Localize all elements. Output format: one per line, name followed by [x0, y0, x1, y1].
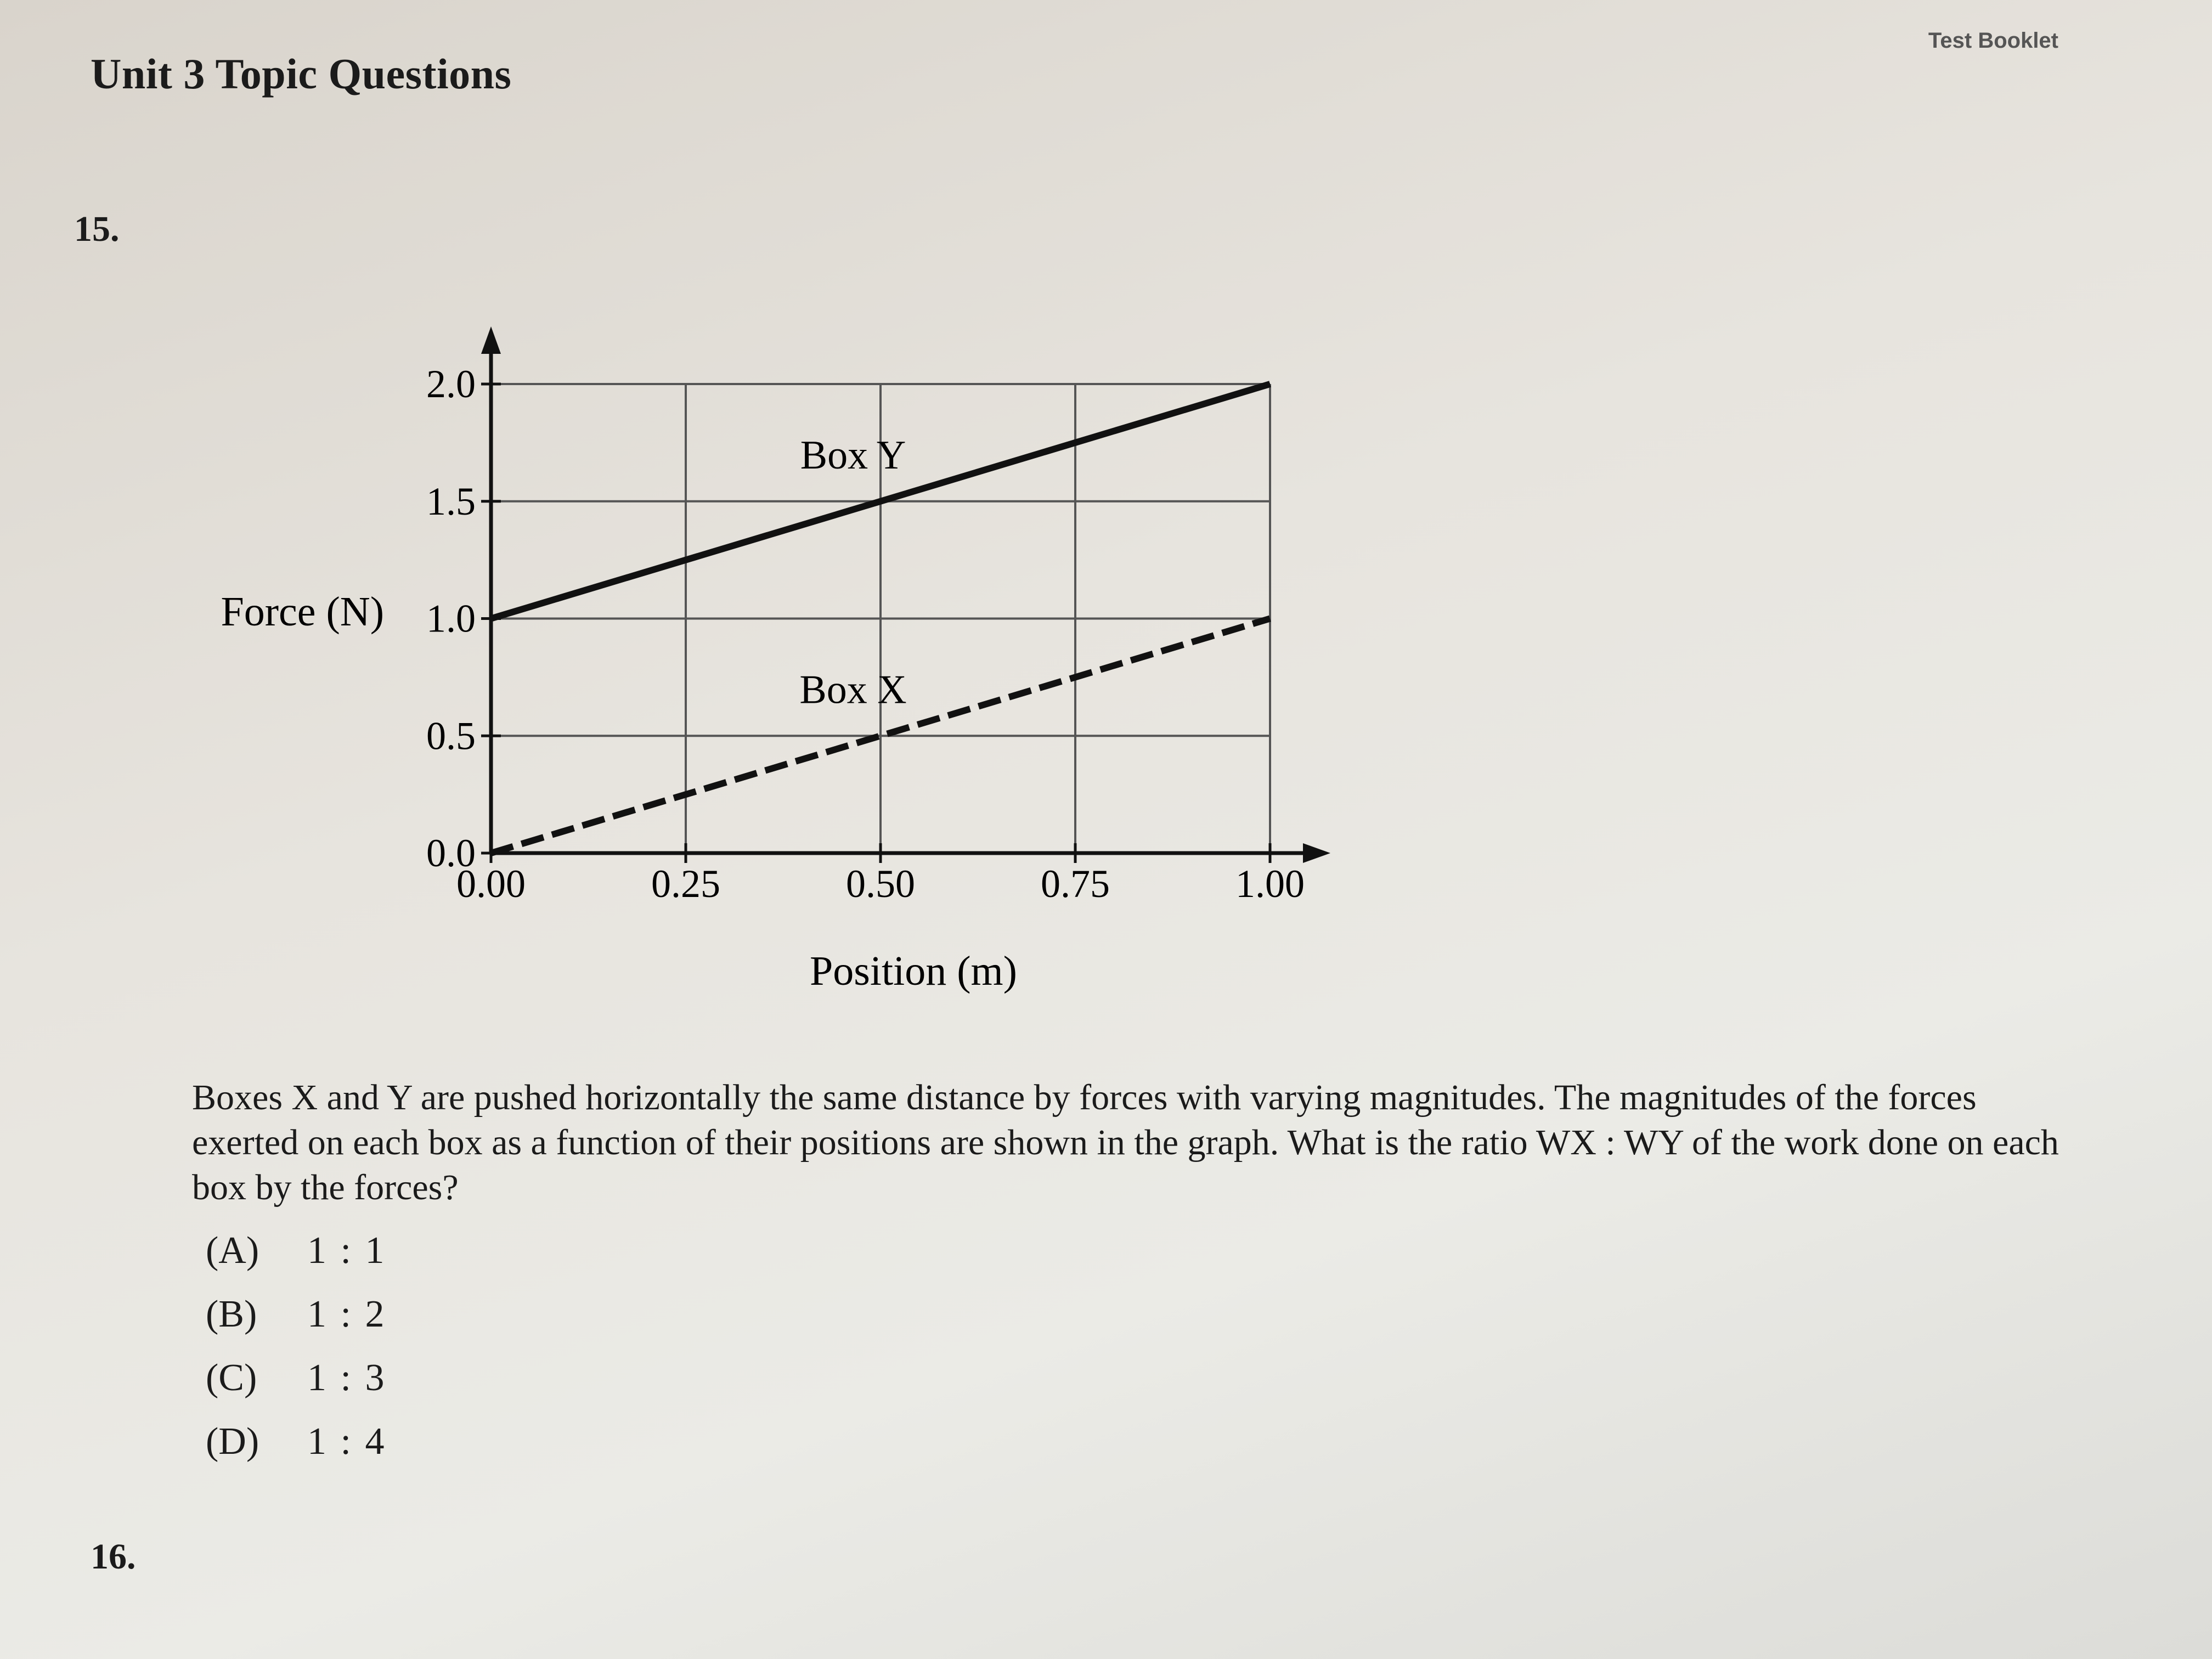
x-tick-label: 1.00 — [1235, 862, 1305, 906]
choice-b[interactable] — [206, 1293, 386, 1356]
series-label: Box X — [799, 667, 907, 713]
question-stem: Boxes X and Y are pushed horizontally the same distance by forces with varying magnitudes. The magnitudes of the forces exerted on each box as a function of their positions are shown in the graph. What is the ratio WX : WY of the work done on each box by the forces? — [192, 1077, 2059, 1207]
x-axis-label: Position (m) — [810, 948, 1017, 994]
y-tick-label: 0.5 — [426, 714, 476, 758]
choice-d[interactable] — [206, 1420, 386, 1483]
choice-c[interactable] — [206, 1356, 386, 1420]
x-tick-label: 0.00 — [456, 862, 526, 906]
choice-text: 1 : 2 — [307, 1293, 387, 1335]
series-label: Box Y — [800, 432, 906, 478]
question-number: 15. — [74, 209, 120, 249]
x-tick-label: 0.50 — [846, 862, 915, 906]
y-tick-label: 2.0 — [426, 362, 476, 406]
x-tick-label: 0.75 — [1041, 862, 1110, 906]
answer-choices — [206, 1229, 386, 1483]
page-title: Unit 3 Topic Questions — [91, 50, 512, 98]
booklet-label: Test Booklet — [1928, 29, 2058, 53]
choice-text: 1 : 3 — [307, 1357, 387, 1399]
y-axis-arrow-icon — [481, 326, 501, 354]
choice-letter: (B) — [206, 1293, 257, 1335]
x-tick-label: 0.25 — [651, 862, 720, 906]
x-axis-arrow-icon — [1303, 843, 1330, 863]
y-tick-label: 1.0 — [426, 596, 476, 641]
choice-a[interactable] — [206, 1229, 386, 1293]
y-tick-label: 1.5 — [426, 479, 476, 523]
y-axis-label: Force (N) — [221, 589, 384, 635]
choice-letter: (C) — [206, 1357, 257, 1399]
choice-text: 1 : 1 — [307, 1229, 387, 1272]
choice-letter: (D) — [206, 1420, 259, 1463]
choice-letter: (A) — [206, 1229, 259, 1272]
choice-text: 1 : 4 — [307, 1420, 387, 1463]
y-tick-label: 0.0 — [426, 831, 476, 875]
question-number: 16. — [91, 1537, 136, 1577]
